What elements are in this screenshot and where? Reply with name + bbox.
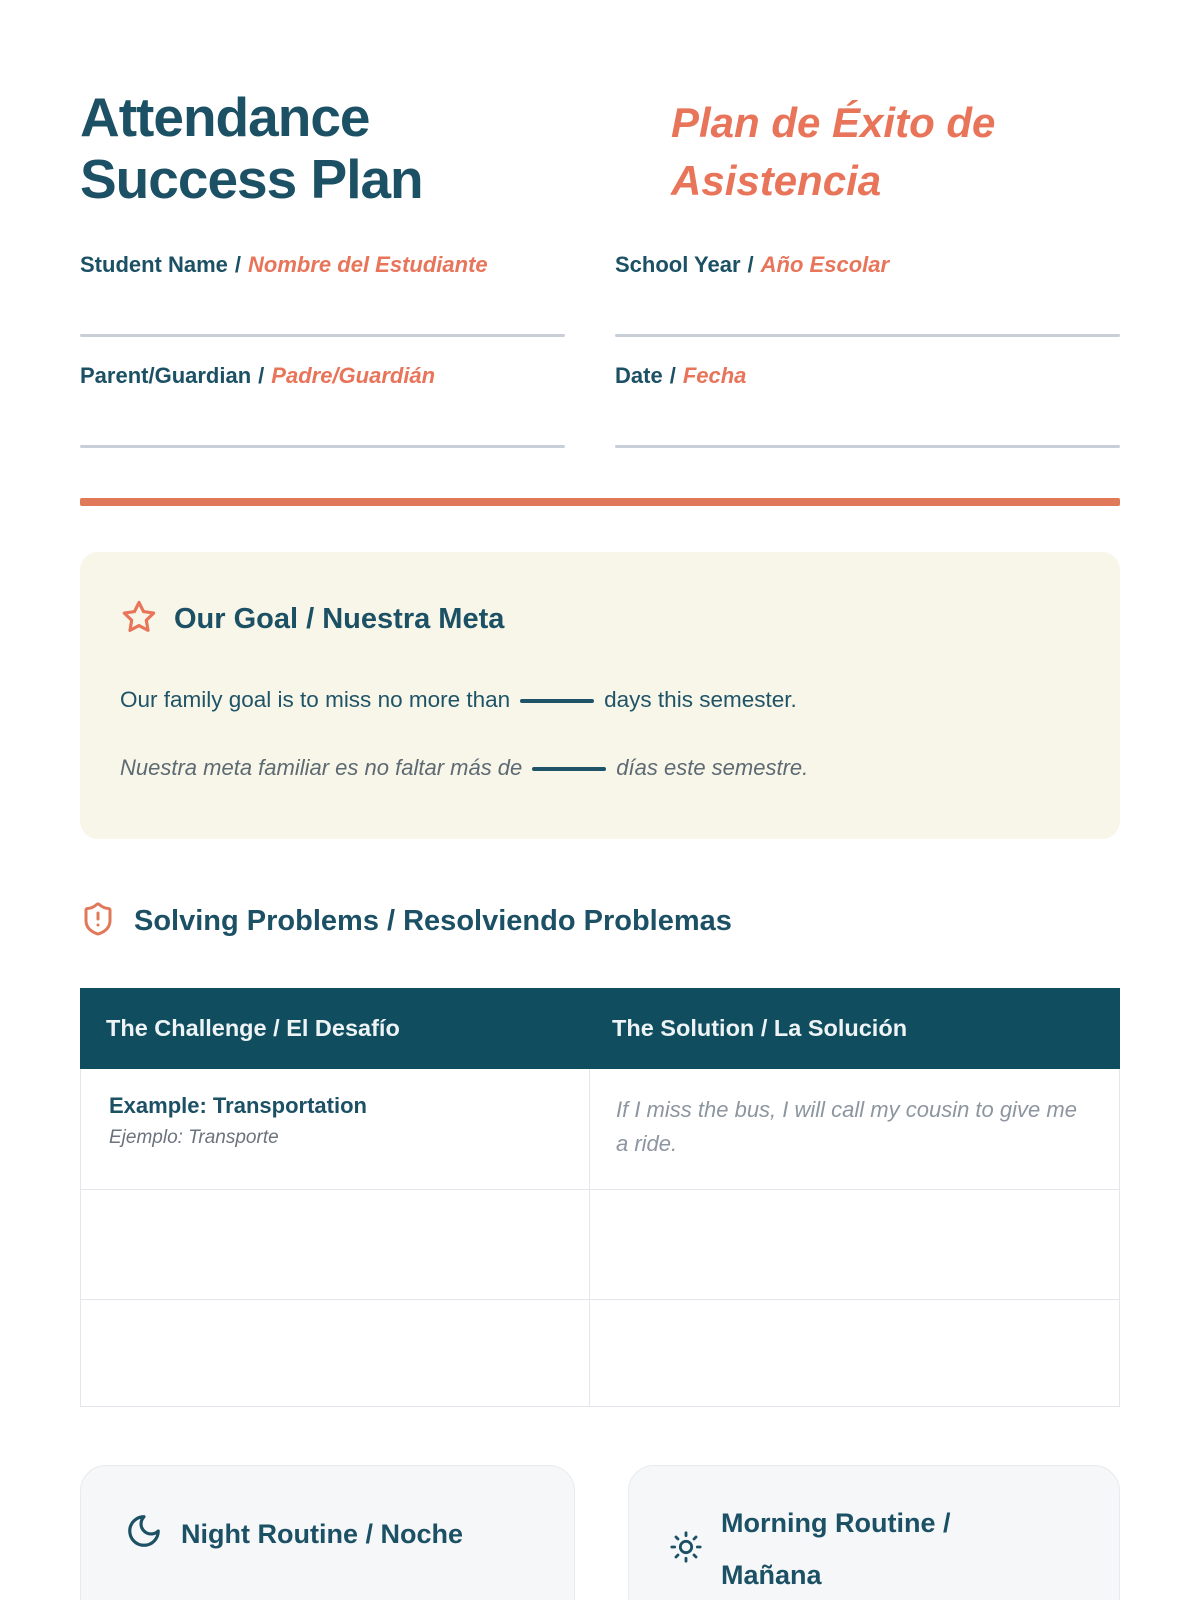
field-date xyxy=(615,363,1120,448)
goal-heading: Our Goal / Nuestra Meta xyxy=(174,603,505,636)
student-name-input-line[interactable] xyxy=(80,334,565,337)
goal-sentence-english-before: Our family goal is to miss no more than xyxy=(120,687,511,713)
routine-sections xyxy=(80,1465,1120,1600)
solving-problems-heading-row xyxy=(80,901,1120,942)
page-title-spanish: Plan de Éxito de Asistencia xyxy=(671,99,996,204)
night-routine-heading: Night Routine / Noche xyxy=(181,1518,463,1549)
solution-cell-empty[interactable] xyxy=(590,1190,1119,1299)
challenge-cell-empty[interactable] xyxy=(81,1300,590,1406)
table-row xyxy=(81,1190,1119,1300)
challenge-column-header: The Challenge / El Desafío xyxy=(106,1015,400,1042)
problems-table xyxy=(80,988,1120,1407)
field-label-english: Date xyxy=(615,363,663,389)
field-label-english: Parent/Guardian xyxy=(80,363,252,389)
night-routine-card xyxy=(80,1465,575,1600)
goal-sentence-spanish xyxy=(120,755,1080,781)
goal-days-blank-english[interactable] xyxy=(520,699,594,703)
field-label-spanish: Nombre del Estudiante xyxy=(248,252,488,278)
challenge-cell-empty[interactable] xyxy=(81,1190,590,1299)
solution-cell-empty[interactable] xyxy=(590,1300,1119,1406)
field-label xyxy=(615,252,1120,278)
field-label-english: School Year xyxy=(615,252,741,278)
school-year-input-line[interactable] xyxy=(615,334,1120,337)
field-label-spanish: Padre/Guardián xyxy=(271,363,436,389)
shield-alert-icon xyxy=(80,901,116,942)
label-separator: / xyxy=(258,363,265,389)
goal-sentence-english xyxy=(120,687,1080,713)
table-row xyxy=(81,1069,1119,1190)
problems-table-body xyxy=(80,1069,1120,1407)
sun-icon xyxy=(669,1530,703,1569)
goal-section xyxy=(80,552,1120,839)
field-school-year xyxy=(615,252,1120,337)
goal-sentence-spanish-after: días este semestre. xyxy=(616,755,809,781)
challenge-example-english: Example: Transportation xyxy=(109,1093,367,1119)
field-label-spanish: Año Escolar xyxy=(760,252,890,278)
label-separator: / xyxy=(747,252,754,278)
label-separator: / xyxy=(234,252,242,278)
solution-example-text: If I miss the bus, I will call my cousin to give me a ride. xyxy=(616,1097,1077,1157)
field-label-spanish: Fecha xyxy=(682,363,747,389)
goal-sentence-english-after: days this semester. xyxy=(604,687,797,713)
field-parent-guardian xyxy=(80,363,565,448)
field-student-name xyxy=(80,252,565,337)
label-separator: / xyxy=(669,363,676,389)
goal-days-blank-spanish[interactable] xyxy=(532,767,606,771)
morning-routine-heading: Morning Routine / Mañana xyxy=(721,1508,951,1590)
moon-icon xyxy=(125,1512,163,1555)
star-icon xyxy=(120,598,158,641)
field-label-english: Student Name xyxy=(80,252,228,278)
field-label xyxy=(615,363,1120,389)
student-info-fields xyxy=(80,252,1120,448)
field-label xyxy=(80,363,565,389)
parent-guardian-input-line[interactable] xyxy=(80,445,565,448)
table-row xyxy=(81,1300,1119,1406)
night-routine-heading-row xyxy=(81,1466,574,1555)
orange-section-divider xyxy=(80,498,1120,506)
challenge-cell-example xyxy=(81,1069,590,1189)
document-header xyxy=(80,86,1120,210)
problems-table-header xyxy=(80,988,1120,1069)
morning-routine-heading-row xyxy=(629,1466,1119,1600)
field-label xyxy=(80,252,565,278)
date-input-line[interactable] xyxy=(615,445,1120,448)
page-title-english: Attendance Success Plan xyxy=(80,86,423,211)
challenge-example-spanish: Ejemplo: Transporte xyxy=(109,1127,279,1149)
goal-heading-row xyxy=(120,598,1080,641)
solving-problems-heading: Solving Problems / Resolviendo Problemas xyxy=(134,905,732,938)
goal-sentence-spanish-before: Nuestra meta familiar es no faltar más de xyxy=(120,755,523,781)
solution-column-header: The Solution / La Solución xyxy=(612,1015,908,1042)
morning-routine-card xyxy=(628,1465,1120,1600)
solution-cell-example xyxy=(590,1069,1119,1189)
